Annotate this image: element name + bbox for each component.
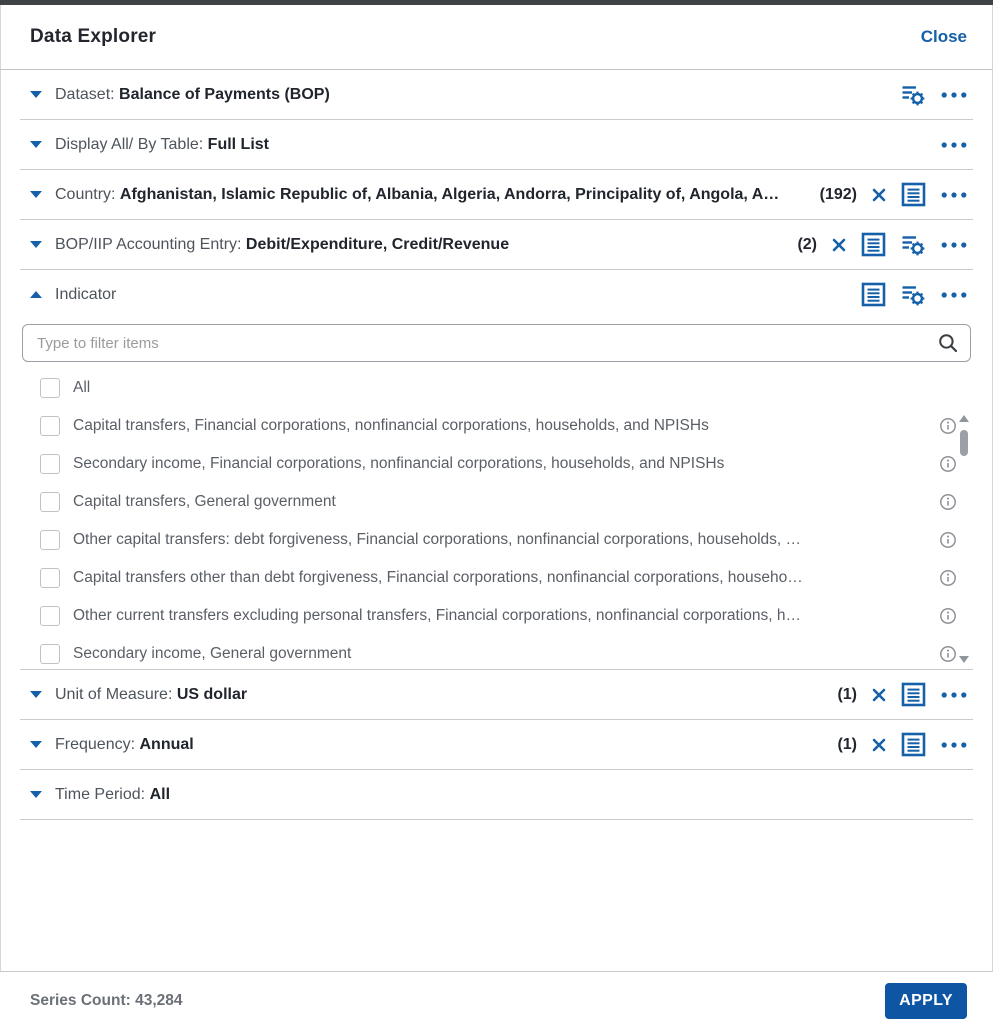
chevron-down-icon[interactable] bbox=[30, 791, 42, 798]
filter-text bbox=[55, 186, 810, 204]
more-options-icon[interactable] bbox=[941, 92, 967, 98]
filter-row-country[interactable] bbox=[0, 170, 993, 219]
filter-text bbox=[55, 86, 891, 104]
list-item[interactable] bbox=[40, 483, 971, 521]
info-icon[interactable] bbox=[939, 455, 957, 473]
checkbox[interactable] bbox=[40, 644, 60, 664]
checkbox[interactable] bbox=[40, 606, 60, 626]
item-label: Secondary income, Financial corporations, nonfinancial corporations, households, and NPISHs bbox=[73, 455, 725, 472]
filter-row-dataset[interactable] bbox=[0, 70, 993, 119]
filter-row-unit-of-measure[interactable] bbox=[0, 670, 993, 719]
header bbox=[0, 5, 993, 70]
checkbox[interactable] bbox=[40, 492, 60, 512]
selection-count: (2) bbox=[797, 235, 817, 253]
item-label: Other capital transfers: debt forgiveness, Financial corporations, nonfinancial corporations, households, … bbox=[73, 531, 802, 548]
item-label: Capital transfers, General government bbox=[73, 493, 336, 510]
list-item[interactable] bbox=[40, 559, 971, 597]
filter-value: US dollar bbox=[176, 685, 248, 703]
clear-selection-icon[interactable] bbox=[872, 738, 886, 752]
info-icon[interactable] bbox=[939, 417, 957, 435]
filter-label: Dataset: bbox=[55, 85, 115, 103]
selection-count: (1) bbox=[837, 735, 857, 753]
filter-value: Afghanistan, Islamic Republic of, Albania, Algeria, Andorra, Principality of, Angola, A… bbox=[119, 185, 780, 203]
list-item[interactable] bbox=[40, 635, 971, 669]
more-options-icon[interactable] bbox=[941, 192, 967, 198]
more-options-icon[interactable] bbox=[941, 692, 967, 698]
search-icon[interactable] bbox=[938, 333, 958, 353]
filter-label: Country: bbox=[55, 185, 116, 203]
filter-label: BOP/IIP Accounting Entry: bbox=[55, 235, 242, 253]
filter-label: Indicator bbox=[55, 285, 117, 303]
info-icon[interactable] bbox=[939, 645, 957, 663]
chevron-down-icon[interactable] bbox=[30, 191, 42, 198]
chevron-down-icon[interactable] bbox=[30, 91, 42, 98]
selection-count: (1) bbox=[837, 685, 857, 703]
filter-value: Balance of Payments (BOP) bbox=[119, 85, 330, 103]
filter-text bbox=[55, 686, 827, 704]
filter-text bbox=[55, 236, 787, 254]
list-view-icon[interactable] bbox=[901, 732, 926, 757]
info-icon[interactable] bbox=[939, 493, 957, 511]
item-label: Capital transfers, Financial corporations, nonfinancial corporations, households, and NPISHs bbox=[73, 417, 709, 434]
filter-label: Display All/ By Table: bbox=[55, 135, 204, 153]
checkbox[interactable] bbox=[40, 416, 60, 436]
filter-label: Unit of Measure: bbox=[55, 685, 173, 703]
list-item[interactable] bbox=[40, 369, 971, 407]
item-label: Other current transfers excluding personal transfers, Financial corporations, nonfinancial corporations, h… bbox=[73, 607, 802, 624]
item-label: Secondary income, General government bbox=[73, 645, 352, 662]
scroll-up-icon[interactable] bbox=[959, 415, 969, 422]
search-input[interactable] bbox=[23, 325, 970, 361]
checkbox[interactable] bbox=[40, 454, 60, 474]
item-label: Capital transfers other than debt forgiveness, Financial corporations, nonfinancial corporations, househo… bbox=[73, 569, 803, 586]
clear-selection-icon[interactable] bbox=[872, 188, 886, 202]
info-icon[interactable] bbox=[939, 531, 957, 549]
more-options-icon[interactable] bbox=[941, 242, 967, 248]
chevron-down-icon[interactable] bbox=[30, 241, 42, 248]
list-item[interactable] bbox=[40, 597, 971, 635]
filter-value: Annual bbox=[139, 735, 194, 753]
apply-button[interactable]: APPLY bbox=[885, 983, 967, 1019]
indicator-search bbox=[0, 319, 993, 369]
scroll-down-icon[interactable] bbox=[959, 656, 969, 663]
page-title: Data Explorer bbox=[30, 26, 157, 47]
filter-text bbox=[55, 786, 967, 804]
filter-row-display[interactable] bbox=[0, 120, 993, 169]
more-options-icon[interactable] bbox=[941, 742, 967, 748]
chevron-down-icon[interactable] bbox=[30, 141, 42, 148]
scrollbar[interactable] bbox=[959, 415, 969, 663]
filter-text bbox=[55, 286, 851, 304]
filter-value: Debit/Expenditure, Credit/Revenue bbox=[245, 235, 510, 253]
filter-settings-icon[interactable] bbox=[901, 233, 926, 257]
filter-text bbox=[55, 736, 827, 754]
filter-row-frequency[interactable] bbox=[0, 720, 993, 769]
info-icon[interactable] bbox=[939, 569, 957, 587]
filter-row-time-period[interactable] bbox=[0, 770, 993, 819]
chevron-down-icon[interactable] bbox=[30, 741, 42, 748]
clear-selection-icon[interactable] bbox=[832, 238, 846, 252]
info-icon[interactable] bbox=[939, 607, 957, 625]
series-count-label: Series Count: bbox=[30, 991, 131, 1009]
empty-space bbox=[0, 820, 993, 968]
filter-row-indicator[interactable] bbox=[0, 270, 993, 319]
chevron-up-icon[interactable] bbox=[30, 291, 42, 298]
filter-settings-icon[interactable] bbox=[901, 283, 926, 307]
filter-value: Full List bbox=[207, 135, 269, 153]
chevron-down-icon[interactable] bbox=[30, 691, 42, 698]
scrollbar-thumb[interactable] bbox=[960, 430, 968, 456]
list-view-icon[interactable] bbox=[901, 182, 926, 207]
more-options-icon[interactable] bbox=[941, 292, 967, 298]
list-item[interactable] bbox=[40, 445, 971, 483]
filter-label: Time Period: bbox=[55, 785, 146, 803]
clear-selection-icon[interactable] bbox=[872, 688, 886, 702]
filter-value: All bbox=[149, 785, 171, 803]
checkbox[interactable] bbox=[40, 530, 60, 550]
checkbox[interactable] bbox=[40, 568, 60, 588]
filter-settings-icon[interactable] bbox=[901, 83, 926, 107]
list-view-icon[interactable] bbox=[861, 232, 886, 257]
item-label: All bbox=[73, 379, 91, 396]
series-count-value: 43,284 bbox=[135, 991, 183, 1009]
filter-row-accounting-entry[interactable] bbox=[0, 220, 993, 269]
series-count bbox=[30, 992, 183, 1010]
filter-label: Frequency: bbox=[55, 735, 136, 753]
list-item[interactable] bbox=[40, 407, 971, 445]
list-view-icon[interactable] bbox=[901, 682, 926, 707]
filter-text bbox=[55, 136, 931, 154]
list-view-icon[interactable] bbox=[861, 282, 886, 307]
footer bbox=[0, 971, 993, 1029]
indicator-item-list bbox=[0, 369, 993, 669]
more-options-icon[interactable] bbox=[941, 142, 967, 148]
close-button[interactable]: Close bbox=[920, 27, 967, 46]
list-item[interactable] bbox=[40, 521, 971, 559]
selection-count: (192) bbox=[819, 185, 857, 203]
checkbox[interactable] bbox=[40, 378, 60, 398]
